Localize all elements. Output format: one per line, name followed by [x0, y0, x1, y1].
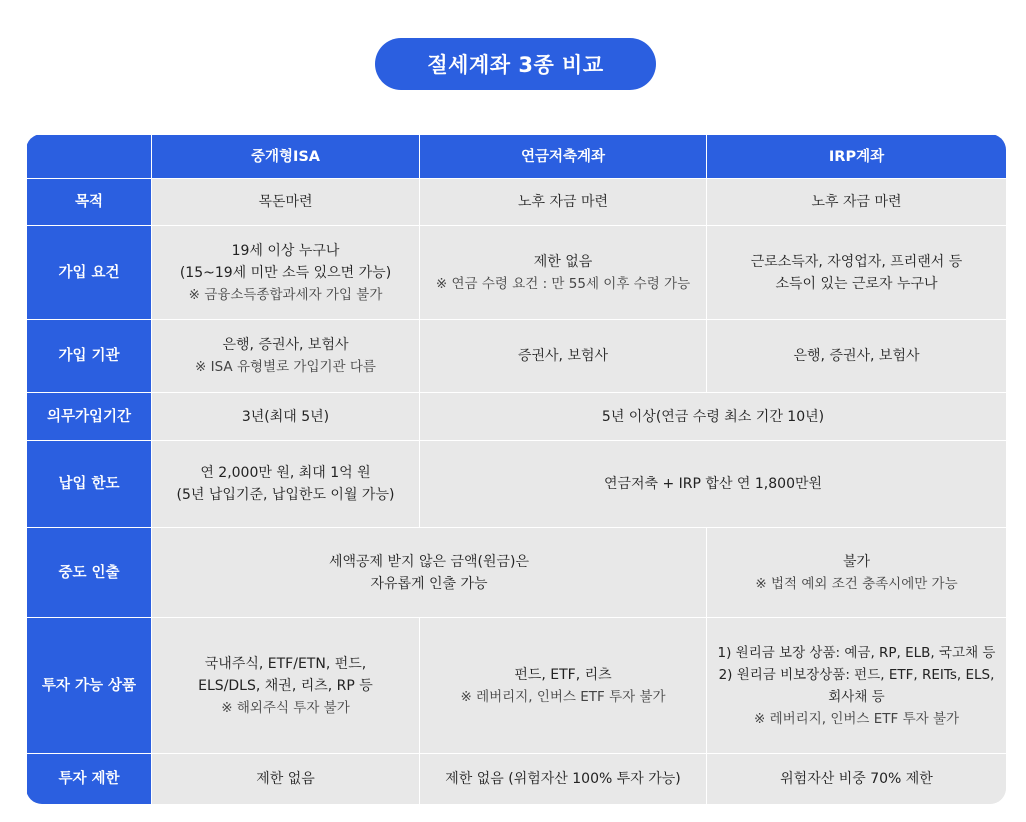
cell-line: 근로소득자, 자영업자, 프리랜서 등 — [750, 253, 963, 270]
cell-products-isa — [152, 618, 420, 754]
cell-investment-limit-irp: 위험자산 비중 70% 제한 — [707, 754, 1007, 805]
cell-line: ELS/DLS, 채권, 리츠, RP 등 — [198, 677, 373, 694]
cell-investment-limit-pension: 제한 없음 (위험자산 100% 투자 가능) — [420, 754, 707, 805]
cell-note: ※ 법적 예외 조건 충족시에만 가능 — [755, 575, 958, 592]
header-pension: 연금저축계좌 — [420, 135, 707, 179]
row-label-mandatory-period: 의무가입기간 — [27, 393, 152, 441]
cell-products-irp — [707, 618, 1007, 754]
row-label-eligibility: 가입 요건 — [27, 226, 152, 320]
cell-line: (5년 납입기준, 납입한도 이월 가능) — [176, 487, 395, 503]
cell-note: ※ 해외주식 투자 불가 — [221, 699, 350, 716]
cell-eligibility-isa — [152, 226, 420, 320]
row-institution — [27, 320, 1007, 393]
row-products — [27, 618, 1007, 754]
cell-line: 자유롭게 인출 가능 — [370, 575, 488, 592]
row-label-purpose: 목적 — [27, 179, 152, 226]
cell-mandatory-period-pension-irp: 5년 이상(연금 수령 최소 기간 10년) — [420, 393, 1007, 441]
cell-note: ※ 레버리지, 인버스 ETF 투자 불가 — [753, 710, 960, 727]
cell-note: ※ 레버리지, 인버스 ETF 투자 불가 — [460, 688, 666, 705]
cell-line: 세액공제 받지 않은 금액(원금)은 — [328, 553, 530, 570]
cell-payment-limit-isa — [152, 441, 420, 528]
cell-line: 은행, 증권사, 보험사 — [222, 337, 349, 353]
cell-line: 제한 없음 — [533, 253, 593, 270]
cell-investment-limit-isa: 제한 없음 — [152, 754, 420, 805]
page-title: 절세계좌 3종 비교 — [375, 38, 656, 90]
cell-note: ※ ISA 유형별로 가입기관 다름 — [195, 359, 376, 375]
cell-purpose-pension: 노후 자금 마련 — [420, 179, 707, 226]
row-payment-limit — [27, 441, 1007, 528]
cell-line: 국내주식, ETF/ETN, 펀드, — [204, 655, 367, 672]
cell-payment-limit-pension-irp: 연금저축 + IRP 합산 연 1,800만원 — [420, 441, 1007, 528]
cell-eligibility-irp — [707, 226, 1007, 320]
cell-line: 19세 이상 누구나 — [231, 242, 340, 259]
cell-withdrawal-isa-pension — [152, 528, 707, 618]
row-mandatory-period — [27, 393, 1007, 441]
header-corner — [27, 135, 152, 179]
row-label-withdrawal: 중도 인출 — [27, 528, 152, 618]
cell-line: 불가 — [842, 553, 871, 570]
cell-withdrawal-irp — [707, 528, 1007, 618]
row-label-payment-limit: 납입 한도 — [27, 441, 152, 528]
row-label-products: 투자 가능 상품 — [27, 618, 152, 754]
row-eligibility — [27, 226, 1007, 320]
comparison-table — [26, 134, 1006, 804]
cell-institution-pension: 증권사, 보험사 — [420, 320, 707, 393]
cell-institution-irp: 은행, 증권사, 보험사 — [707, 320, 1007, 393]
cell-note: ※ 연금 수령 요건 : 만 55세 이후 수령 가능 — [435, 275, 691, 292]
header-irp: IRP계좌 — [707, 135, 1007, 179]
cell-line: 회사채 등 — [828, 688, 885, 705]
cell-eligibility-pension — [420, 226, 707, 320]
cell-products-pension — [420, 618, 707, 754]
table-header-row — [27, 135, 1007, 179]
cell-line: 1) 원리금 보장 상품: 예금, RP, ELB, 국고채 등 — [717, 644, 996, 661]
row-label-investment-limit: 투자 제한 — [27, 754, 152, 805]
cell-mandatory-period-isa: 3년(최대 5년) — [152, 393, 420, 441]
cell-purpose-isa: 목돈마련 — [152, 179, 420, 226]
cell-line: 2) 원리금 비보장상품: 펀드, ETF, REITs, ELS, — [718, 666, 995, 683]
cell-line: (15~19세 미만 소득 있으면 가능) — [179, 264, 392, 281]
row-investment-limit — [27, 754, 1007, 805]
cell-note: ※ 금융소득종합과세자 가입 불가 — [188, 286, 383, 303]
cell-line: 연 2,000만 원, 최대 1억 원 — [200, 465, 371, 481]
header-isa: 중개형ISA — [152, 135, 420, 179]
row-withdrawal — [27, 528, 1007, 618]
cell-purpose-irp: 노후 자금 마련 — [707, 179, 1007, 226]
row-label-institution: 가입 기관 — [27, 320, 152, 393]
row-purpose — [27, 179, 1007, 226]
cell-line: 펀드, ETF, 리츠 — [514, 666, 612, 683]
cell-institution-isa — [152, 320, 420, 393]
cell-line: 소득이 있는 근로자 누구나 — [775, 275, 938, 292]
